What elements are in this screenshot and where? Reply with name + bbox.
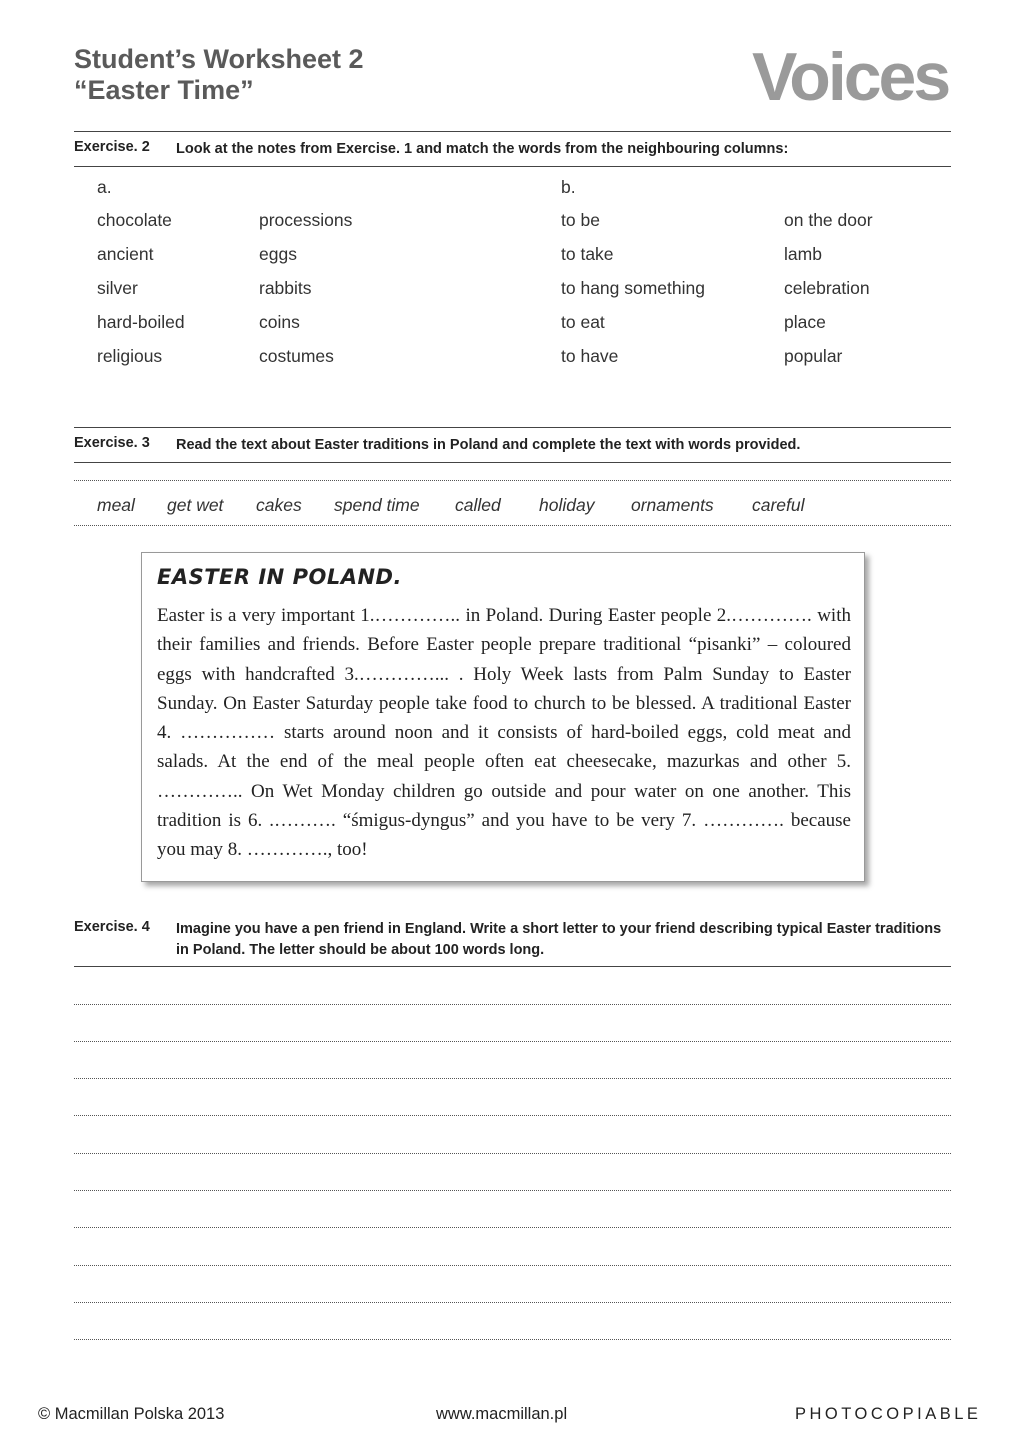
- writing-line[interactable]: [74, 1078, 951, 1079]
- divider: [74, 966, 951, 967]
- divider: [74, 462, 951, 463]
- writing-line[interactable]: [74, 1153, 951, 1154]
- word-b2: on the door: [784, 210, 873, 230]
- writing-line[interactable]: [74, 1227, 951, 1228]
- word-a2: processions: [259, 210, 353, 230]
- word-bank-item: holiday: [539, 495, 595, 515]
- word-b1: to be: [561, 210, 600, 230]
- word-b1: to have: [561, 346, 619, 366]
- word-a2: coins: [259, 312, 300, 332]
- writing-line[interactable]: [74, 1190, 951, 1191]
- divider: [74, 131, 951, 132]
- reading-text-box: [141, 552, 865, 882]
- exercise-number: Exercise. 3: [74, 435, 150, 451]
- exercise-instruction: Read the text about Easter traditions in Poland and complete the text with words provided.: [176, 437, 801, 453]
- writing-line[interactable]: [74, 1004, 951, 1005]
- word-bank-item: cakes: [256, 495, 302, 515]
- word-a1: chocolate: [97, 210, 172, 230]
- box-text: Easter is a very important 1.………….. in Poland. During Easter people 2.…………. with their families and friends. Before Easter people prepare traditional “pisanki” – coloured eggs with handcrafted 3.…………... . Holy Week lasts from Palm Sunday to Easter Sunday. On Easter Saturday people take food to church to be blessed. A traditional Easter 4. …………… starts around noon and it consists of hard-boiled eggs, cold meat and salads. At the end of the meal people often eat cheesecake, mazurkas and other 5. ………….. On Wet Monday children go outside and pour water on one another. This tradition is 6. .………. “śmigus-dyngus” and you have to be very 7. …………. because you may 8. …………., too!: [157, 605, 851, 861]
- title-line-1: Student’s Worksheet 2: [74, 44, 364, 74]
- word-bank-item: careful: [752, 495, 805, 515]
- writing-line[interactable]: [74, 1339, 951, 1340]
- word-a2: costumes: [259, 346, 334, 366]
- part-b-label: b.: [561, 177, 576, 197]
- writing-line[interactable]: [74, 1302, 951, 1303]
- word-a1: ancient: [97, 244, 154, 264]
- exercise-2-header: [74, 139, 951, 160]
- word-b2: lamb: [784, 244, 822, 264]
- exercise-number: Exercise. 4: [74, 919, 150, 935]
- word-bank-item: get wet: [167, 495, 224, 515]
- word-a1: religious: [97, 346, 163, 366]
- copyright: © Macmillan Polska 2013: [38, 1405, 225, 1423]
- writing-line[interactable]: [74, 1265, 951, 1266]
- word-b1: to hang something: [561, 278, 705, 298]
- part-a-label: a.: [97, 177, 112, 197]
- word-bank-item: called: [455, 495, 501, 515]
- writing-line[interactable]: [74, 1115, 951, 1116]
- exercise-instruction: Look at the notes from Exercise. 1 and match the words from the neighbouring columns:: [176, 141, 789, 157]
- worksheet-title: [74, 44, 364, 106]
- title-line-2: “Easter Time”: [74, 75, 254, 105]
- dotted-line: [74, 525, 951, 526]
- word-b2: place: [784, 312, 826, 332]
- word-a1: hard-boiled: [97, 312, 185, 332]
- word-b1: to take: [561, 244, 614, 264]
- writing-line[interactable]: [74, 1041, 951, 1042]
- website: www.macmillan.pl: [436, 1405, 568, 1423]
- word-a1: silver: [97, 278, 138, 298]
- exercise-number: Exercise. 2: [74, 139, 150, 155]
- dotted-line: [74, 480, 951, 481]
- exercise-3-header: [74, 435, 951, 456]
- divider: [74, 166, 951, 167]
- word-b2: celebration: [784, 278, 870, 298]
- word-bank-item: ornaments: [631, 495, 714, 515]
- box-title: EASTER IN POLAND.: [157, 565, 402, 589]
- exercise-4-header: [74, 919, 951, 961]
- word-b1: to eat: [561, 312, 605, 332]
- word-a2: eggs: [259, 244, 297, 264]
- word-bank-item: meal: [97, 495, 135, 515]
- photocopiable-label: PHOTOCOPIABLE: [795, 1405, 982, 1423]
- word-bank-item: spend time: [334, 495, 420, 515]
- divider: [74, 427, 951, 428]
- word-b2: popular: [784, 346, 843, 366]
- exercise-instruction: Imagine you have a pen friend in England. Write a short letter to your friend describing typical Easter traditions in Poland. The letter should be about 100 words long.: [176, 921, 942, 958]
- voices-logo: Voices: [752, 39, 949, 115]
- word-a2: rabbits: [259, 278, 312, 298]
